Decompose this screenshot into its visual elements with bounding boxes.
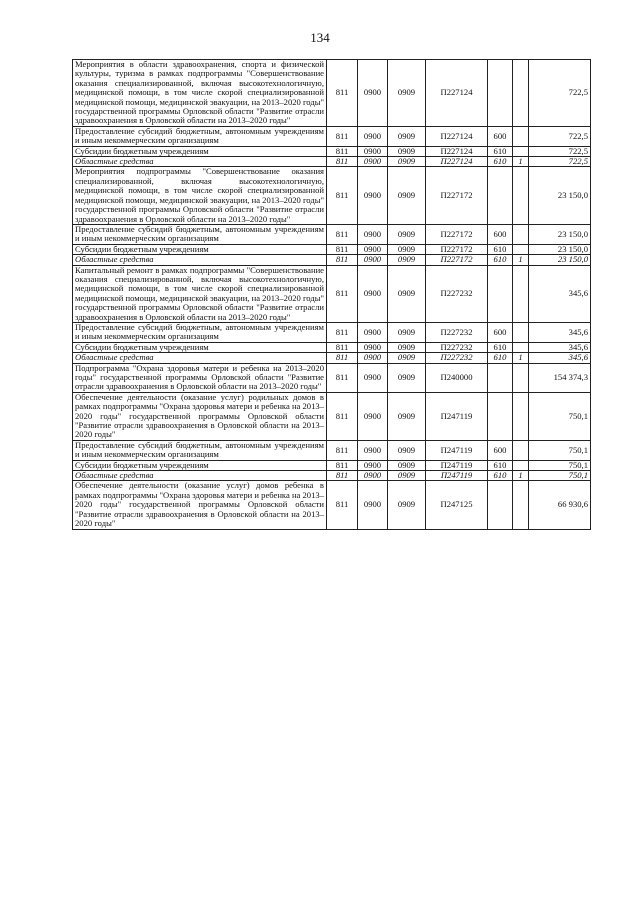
expense-type-code: 600 (488, 322, 513, 342)
target-article-code: П227124 (426, 157, 488, 167)
grbs-code: 811 (327, 157, 358, 167)
row-description: Мероприятия в области здравоохранения, спорта и физической культуры, туризма в рамках подпрограммы "Совершенствование оказания специализированной, включая высокотехнологичную, медицинской помощи, в том числе скорой специализированной медицинской помощи, медицинской эвакуации, на 2013–2020 годы" государственной программы Орловской области "Развитие отрасли здравоохранения в Орловской области на 2013–2020 годы" (73, 60, 327, 127)
section-code: 0900 (358, 255, 388, 265)
table-row (73, 126, 591, 146)
target-article-code: П247119 (426, 440, 488, 460)
grbs-code: 811 (327, 126, 358, 146)
amount: 23 150,0 (529, 244, 591, 254)
funding-source-code (513, 126, 529, 146)
target-article-code: П247119 (426, 392, 488, 440)
grbs-code: 811 (327, 167, 358, 224)
subsection-code: 0909 (388, 157, 426, 167)
section-code: 0900 (358, 126, 388, 146)
table-row (73, 224, 591, 244)
grbs-code: 811 (327, 224, 358, 244)
amount: 750,1 (529, 471, 591, 481)
table-row (73, 255, 591, 265)
expense-type-code: 610 (488, 353, 513, 363)
target-article-code: П227124 (426, 146, 488, 156)
section-code: 0900 (358, 353, 388, 363)
target-article-code: П227232 (426, 322, 488, 342)
subsection-code: 0909 (388, 392, 426, 440)
amount: 722,5 (529, 157, 591, 167)
funding-source-code (513, 265, 529, 322)
target-article-code: П227172 (426, 255, 488, 265)
table-row (73, 460, 591, 470)
row-description: Предоставление субсидий бюджетным, автономным учреждениям и иным некоммерческим организациям (73, 322, 327, 342)
funding-source-code: 1 (513, 471, 529, 481)
row-description: Обеспечение деятельности (оказание услуг) родильных домов в рамках подпрограммы "Охрана здоровья матери и ребенка на 2013–2020 годы" государственной программы Орловской области "Развитие отрасли здравоохранения в Орловской области на 2013–2020 годы" (73, 392, 327, 440)
funding-source-code (513, 224, 529, 244)
expense-type-code: 610 (488, 471, 513, 481)
row-description: Мероприятия подпрограммы "Совершенствование оказания специализированной, включая высокотехнологичную, медицинской помощи, в том числе скорой специализированной медицинской помощи, медицинской эвакуации, на 2013–2020 годы" государственной программы Орловской области "Развитие отрасли здравоохранения в Орловской области на 2013–2020 годы" (73, 167, 327, 224)
subsection-code: 0909 (388, 353, 426, 363)
target-article-code: П247119 (426, 460, 488, 470)
amount: 722,5 (529, 60, 591, 127)
funding-source-code (513, 244, 529, 254)
subsection-code: 0909 (388, 471, 426, 481)
target-article-code: П227172 (426, 224, 488, 244)
row-description: Субсидии бюджетным учреждениям (73, 342, 327, 352)
funding-source-code: 1 (513, 255, 529, 265)
funding-source-code (513, 460, 529, 470)
amount: 722,5 (529, 126, 591, 146)
row-description: Субсидии бюджетным учреждениям (73, 460, 327, 470)
expense-type-code: 600 (488, 224, 513, 244)
subsection-code: 0909 (388, 126, 426, 146)
funding-source-code: 1 (513, 353, 529, 363)
target-article-code: П227124 (426, 60, 488, 127)
row-description: Обеспечение деятельности (оказание услуг) домов ребенка в рамках подпрограммы "Охрана здоровья матери и ребенка на 2013–2020 годы" государственной программы Орловской области "Развитие отрасли здравоохранения в Орловской области на 2013–2020 годы" (73, 481, 327, 529)
section-code: 0900 (358, 322, 388, 342)
section-code: 0900 (358, 363, 388, 392)
target-article-code: П227232 (426, 265, 488, 322)
funding-source-code (513, 363, 529, 392)
grbs-code: 811 (327, 342, 358, 352)
section-code: 0900 (358, 471, 388, 481)
table-row (73, 363, 591, 392)
section-code: 0900 (358, 60, 388, 127)
amount: 345,6 (529, 322, 591, 342)
target-article-code: П240000 (426, 363, 488, 392)
row-description: Капитальный ремонт в рамках подпрограммы "Совершенствование оказания специализированной, включая высокотехнологичную, медицинской помощи, в том числе скорой специализированной медицинской помощи, медицинской эвакуации, на 2013–2020 годы" государственной программы Орловской области "Развитие отрасли здравоохранения в Орловской области на 2013–2020 годы" (73, 265, 327, 322)
subsection-code: 0909 (388, 60, 426, 127)
funding-source-code (513, 60, 529, 127)
row-description: Предоставление субсидий бюджетным, автономным учреждениям и иным некоммерческим организациям (73, 126, 327, 146)
table-row (73, 481, 591, 529)
subsection-code: 0909 (388, 255, 426, 265)
row-description: Подпрограмма "Охрана здоровья матери и ребенка на 2013–2020 годы" государственной программы Орловской области "Развитие отрасли здравоохранения в Орловской области на 2013–2020 годы" (73, 363, 327, 392)
expense-type-code (488, 167, 513, 224)
amount: 23 150,0 (529, 255, 591, 265)
funding-source-code (513, 440, 529, 460)
expense-type-code: 600 (488, 440, 513, 460)
expense-type-code: 610 (488, 157, 513, 167)
grbs-code: 811 (327, 244, 358, 254)
section-code: 0900 (358, 460, 388, 470)
grbs-code: 811 (327, 471, 358, 481)
section-code: 0900 (358, 392, 388, 440)
row-description: Областные средства (73, 471, 327, 481)
expense-type-code (488, 265, 513, 322)
amount: 23 150,0 (529, 224, 591, 244)
expense-type-code: 610 (488, 146, 513, 156)
funding-source-code (513, 167, 529, 224)
section-code: 0900 (358, 167, 388, 224)
grbs-code: 811 (327, 255, 358, 265)
expense-type-code: 610 (488, 342, 513, 352)
table-body (73, 60, 591, 530)
target-article-code: П247125 (426, 481, 488, 529)
subsection-code: 0909 (388, 342, 426, 352)
grbs-code: 811 (327, 60, 358, 127)
section-code: 0900 (358, 224, 388, 244)
subsection-code: 0909 (388, 481, 426, 529)
expense-type-code: 610 (488, 255, 513, 265)
row-description: Предоставление субсидий бюджетным, автономным учреждениям и иным некоммерческим организациям (73, 440, 327, 460)
subsection-code: 0909 (388, 244, 426, 254)
subsection-code: 0909 (388, 322, 426, 342)
subsection-code: 0909 (388, 460, 426, 470)
row-description: Областные средства (73, 353, 327, 363)
expense-type-code: 600 (488, 126, 513, 146)
table-row (73, 322, 591, 342)
grbs-code: 811 (327, 481, 358, 529)
table-row (73, 392, 591, 440)
grbs-code: 811 (327, 322, 358, 342)
funding-source-code (513, 146, 529, 156)
table-row (73, 244, 591, 254)
expense-type-code: 610 (488, 244, 513, 254)
row-description: Предоставление субсидий бюджетным, автономным учреждениям и иным некоммерческим организациям (73, 224, 327, 244)
funding-source-code (513, 342, 529, 352)
subsection-code: 0909 (388, 265, 426, 322)
amount: 345,6 (529, 342, 591, 352)
section-code: 0900 (358, 244, 388, 254)
amount: 23 150,0 (529, 167, 591, 224)
amount: 722,5 (529, 146, 591, 156)
table-row (73, 471, 591, 481)
expense-type-code (488, 60, 513, 127)
table-row (73, 146, 591, 156)
expense-type-code (488, 481, 513, 529)
table-row (73, 342, 591, 352)
page-number: 134 (310, 30, 330, 45)
budget-table (72, 59, 591, 530)
target-article-code: П227172 (426, 244, 488, 254)
row-description: Субсидии бюджетным учреждениям (73, 244, 327, 254)
amount: 154 374,3 (529, 363, 591, 392)
table-row (73, 353, 591, 363)
target-article-code: П227172 (426, 167, 488, 224)
grbs-code: 811 (327, 440, 358, 460)
target-article-code: П227232 (426, 353, 488, 363)
section-code: 0900 (358, 146, 388, 156)
table-row (73, 440, 591, 460)
amount: 66 930,6 (529, 481, 591, 529)
amount: 750,1 (529, 392, 591, 440)
grbs-code: 811 (327, 363, 358, 392)
amount: 345,6 (529, 353, 591, 363)
expense-type-code (488, 363, 513, 392)
funding-source-code (513, 481, 529, 529)
section-code: 0900 (358, 157, 388, 167)
funding-source-code (513, 322, 529, 342)
subsection-code: 0909 (388, 363, 426, 392)
target-article-code: П247119 (426, 471, 488, 481)
section-code: 0900 (358, 265, 388, 322)
table-row (73, 157, 591, 167)
funding-source-code (513, 392, 529, 440)
section-code: 0900 (358, 342, 388, 352)
funding-source-code: 1 (513, 157, 529, 167)
subsection-code: 0909 (388, 224, 426, 244)
grbs-code: 811 (327, 392, 358, 440)
grbs-code: 811 (327, 265, 358, 322)
table-row (73, 60, 591, 127)
row-description: Областные средства (73, 157, 327, 167)
grbs-code: 811 (327, 146, 358, 156)
row-description: Субсидии бюджетным учреждениям (73, 146, 327, 156)
section-code: 0900 (358, 481, 388, 529)
table-row (73, 265, 591, 322)
subsection-code: 0909 (388, 440, 426, 460)
amount: 750,1 (529, 460, 591, 470)
amount: 345,6 (529, 265, 591, 322)
amount: 750,1 (529, 440, 591, 460)
subsection-code: 0909 (388, 146, 426, 156)
target-article-code: П227124 (426, 126, 488, 146)
expense-type-code (488, 392, 513, 440)
target-article-code: П227232 (426, 342, 488, 352)
row-description: Областные средства (73, 255, 327, 265)
section-code: 0900 (358, 440, 388, 460)
grbs-code: 811 (327, 460, 358, 470)
table-row (73, 167, 591, 224)
subsection-code: 0909 (388, 167, 426, 224)
grbs-code: 811 (327, 353, 358, 363)
expense-type-code: 610 (488, 460, 513, 470)
